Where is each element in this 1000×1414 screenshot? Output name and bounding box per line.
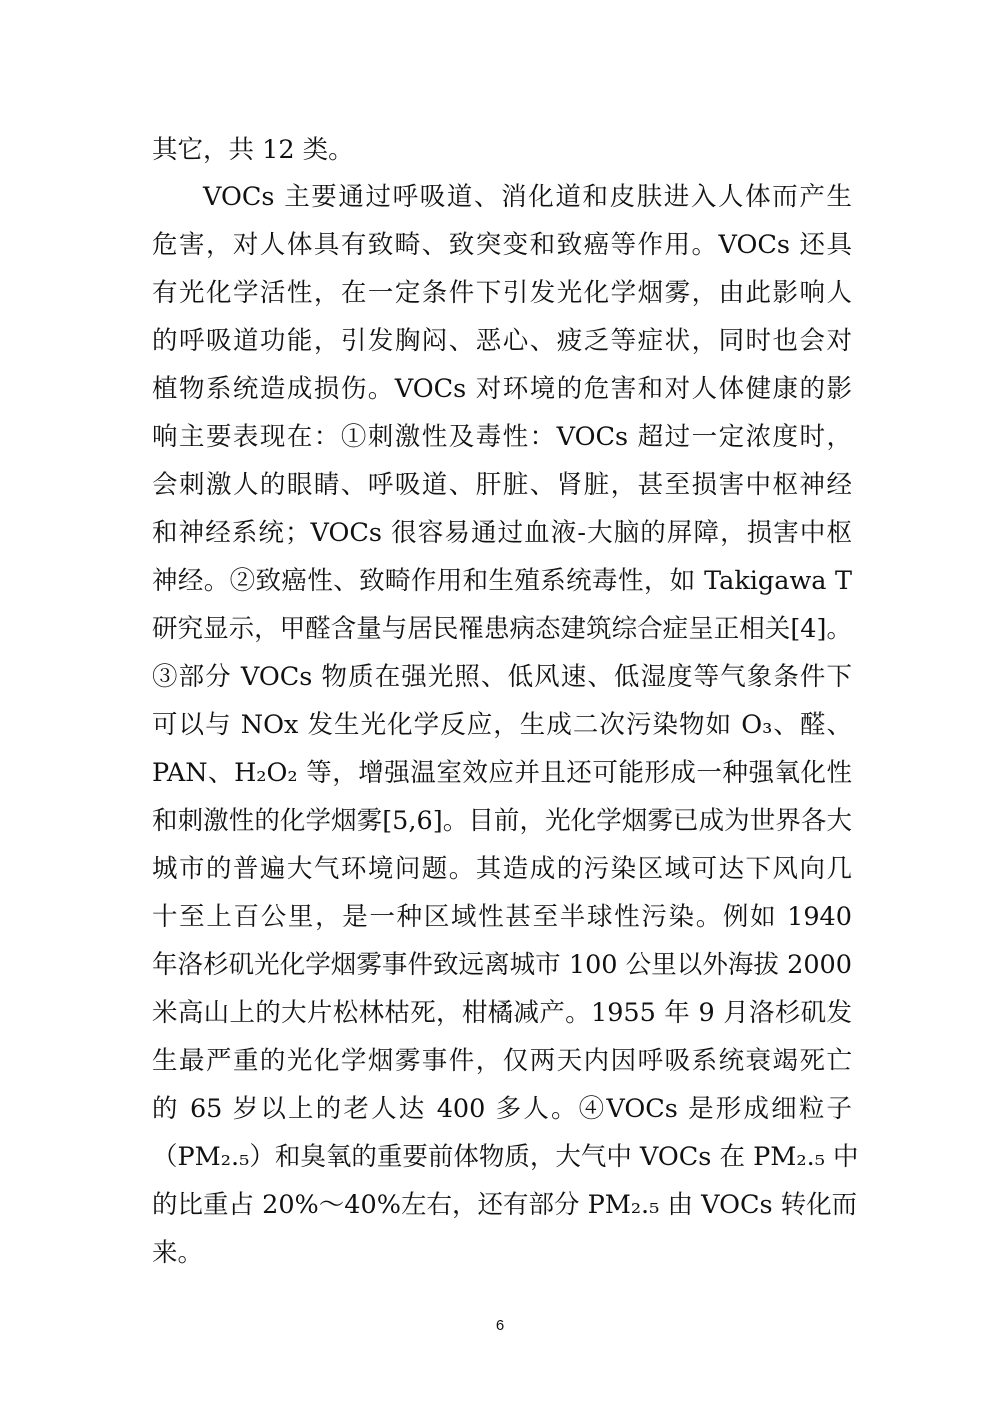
paragraph-line: 和神经系统；VOCs 很容易通过血液-大脑的屏障，损害中枢 bbox=[152, 518, 852, 548]
paragraph-line: 植物系统造成损伤。VOCs 对环境的危害和对人体健康的影 bbox=[152, 374, 852, 404]
paragraph-line: 神经。②致癌性、致畸作用和生殖系统毒性，如 Takigawa T bbox=[152, 566, 852, 596]
paragraph-line: 其它，共 12 类。 bbox=[152, 135, 354, 165]
page-number: 6 bbox=[495, 1317, 505, 1334]
paragraph-line: 十至上百公里，是一种区域性甚至半球性污染。例如 1940 bbox=[152, 902, 852, 932]
paragraph-line: 和刺激性的化学烟雾[5,6]。目前，光化学烟雾已成为世界各大 bbox=[152, 806, 852, 836]
paragraph-line: 危害，对人体具有致畸、致突变和致癌等作用。VOCs 还具 bbox=[152, 230, 852, 260]
paragraph-line: 生最严重的光化学烟雾事件，仅两天内因呼吸系统衰竭死亡 bbox=[152, 1046, 852, 1076]
paragraph-line: 的 65 岁以上的老人达 400 多人。④VOCs 是形成细粒子 bbox=[152, 1094, 852, 1124]
paragraph-line: 城市的普遍大气环境问题。其造成的污染区域可达下风向几 bbox=[152, 854, 852, 884]
paragraph-line: 年洛杉矶光化学烟雾事件致远离城市 100 公里以外海拔 2000 bbox=[152, 950, 852, 980]
paragraph-line: （PM₂.₅）和臭氧的重要前体物质，大气中 VOCs 在 PM₂.₅ 中 bbox=[152, 1142, 859, 1172]
paragraph-line: PAN、H₂O₂ 等，增强温室效应并且还可能形成一种强氧化性 bbox=[152, 758, 852, 788]
paragraph-line: 可以与 NOx 发生光化学反应，生成二次污染物如 O₃、醛、 bbox=[152, 710, 852, 740]
paragraph-line: 的呼吸道功能，引发胸闷、恶心、疲乏等症状，同时也会对 bbox=[152, 326, 852, 356]
paragraph-line: 研究显示，甲醛含量与居民罹患病态建筑综合症呈正相关[4]。 bbox=[152, 614, 852, 644]
paragraph-line: 的比重占 20%～40%左右，还有部分 PM₂.₅ 由 VOCs 转化而 bbox=[152, 1190, 858, 1220]
paragraph-line: 米高山上的大片松林枯死，柑橘减产。1955 年 9 月洛杉矶发 bbox=[152, 998, 852, 1028]
paragraph-line: 有光化学活性，在一定条件下引发光化学烟雾，由此影响人 bbox=[152, 278, 852, 308]
paragraph-line: 会刺激人的眼睛、呼吸道、肝脏、肾脏，甚至损害中枢神经 bbox=[152, 470, 852, 500]
paragraph-line: 响主要表现在：①刺激性及毒性：VOCs 超过一定浓度时， bbox=[152, 422, 852, 452]
paragraph-line: VOCs 主要通过呼吸道、消化道和皮肤进入人体而产生 bbox=[203, 182, 852, 212]
paragraph-line: ③部分 VOCs 物质在强光照、低风速、低湿度等气象条件下 bbox=[152, 662, 852, 692]
paragraph-line: 来。 bbox=[152, 1238, 204, 1268]
